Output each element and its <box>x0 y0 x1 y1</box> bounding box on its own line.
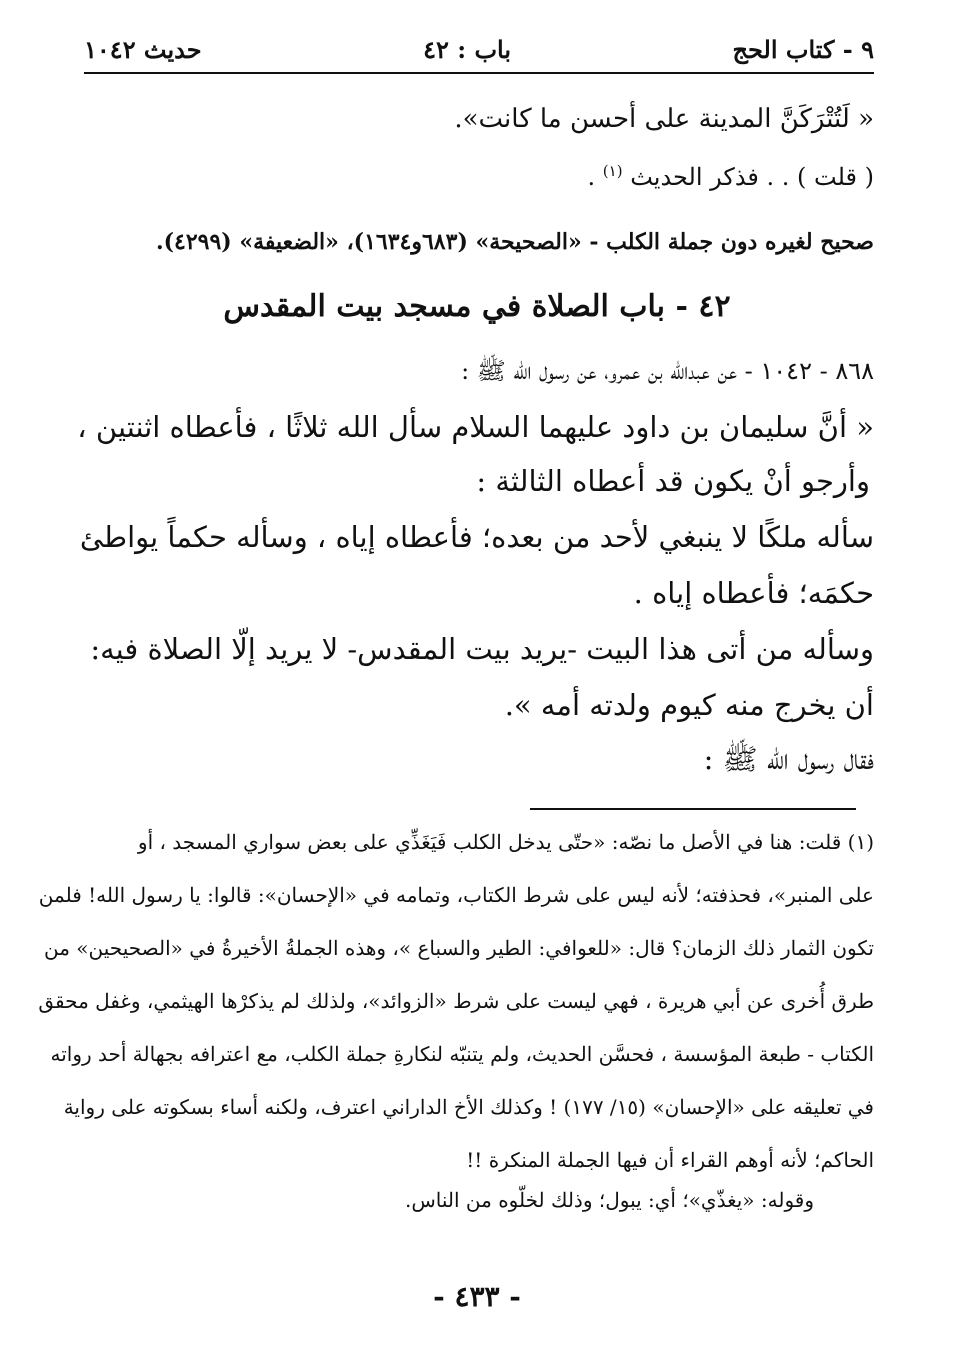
hadith-text-line: حكمَه؛ فأعطاه إياه . <box>633 576 874 610</box>
footnote-separator <box>530 808 856 810</box>
footnote-line: (١) قلت: هنا في الأصل ما نصّه: «حتّى يدخل الكلب فَيَغَذِّي على بعض سواري المسجد ، أو <box>137 830 874 854</box>
hadith-text-line: فقال رسول الله ﷺ : <box>703 742 874 776</box>
hadith-intro: ٨٦٨ - ١٠٤٢ - عن عبدالله بن عمرو، عن رسول الله ﷺ : <box>461 357 874 385</box>
footnote-line: الكتاب - طبعة المؤسسة ، فحسَّن الحديث، ولم يتنبّه لنكارةِ جملة الكلب، مع اعترافه بجهالة أحد رواته <box>50 1042 874 1066</box>
text-span: . <box>587 163 596 191</box>
footnote-line: الحاكم؛ لأنه أوهم القراء أن فيها الجملة المنكرة !! <box>466 1148 874 1172</box>
hadith-text-line: وأرجو أنْ يكون قد أعطاه الثالثة : <box>476 464 870 498</box>
hadith-text-line: وسأله من أتى هذا البيت -يريد بيت المقدس- لا يريد إلّا الصلاة فيه: <box>90 632 874 666</box>
hadith-grade: صحيح لغيره دون جملة الكلب - «الصحيحة» (٦٨٣و١٦٣٤)، «الضعيفة» (٤٢٩٩). <box>155 229 874 255</box>
header-chapter-number: باب : ٤٢ <box>423 34 512 64</box>
text-line: « لَتُتْرَكَنَّ المدينة على أحسن ما كانت». <box>454 104 874 134</box>
footnote-line: تكون الثمار ذلك الزمان؟ قال: «للعوافي: الطير والسباع »، وهذه الجملةُ الأخيرةُ في «الصحيحين» من <box>44 936 874 960</box>
running-header <box>84 26 874 74</box>
page-number: - ٤٣٣ - <box>433 1280 521 1313</box>
footnote-line: على المنبر»، فحذفته؛ لأنه ليس على شرط الكتاب، وتمامه في «الإحسان»: قالوا: يا رسول الله! فلمن <box>38 883 874 907</box>
footnote-line: وقوله: «يغذّي»؛ أي: يبول؛ وذلك لخلّوه من الناس. <box>404 1188 814 1212</box>
text-span: ( قلت ) . . فذكر الحديث <box>630 163 874 191</box>
footnote-marker: (١) <box>602 162 623 180</box>
hadith-text-line: « أنَّ سليمان بن داود عليهما السلام سأل الله ثلاثًا ، فأعطاه اثنتين ، <box>77 410 874 444</box>
text-line <box>84 162 874 191</box>
chapter-heading: ٤٢ - باب الصلاة في مسجد بيت المقدس <box>223 289 731 324</box>
header-book-title: ٩ - كتاب الحج <box>732 34 874 64</box>
footnote-line: طرق أُخرى عن أبي هريرة ، فهي ليست على شرط «الزوائد»، ولذلك لم يذكرْها الهيثمي، وغفل محقق <box>38 989 874 1013</box>
header-hadith-number: حديث ١٠٤٢ <box>84 34 202 64</box>
hadith-text-line: أن يخرج منه كيوم ولدته أمه ». <box>504 688 874 722</box>
hadith-text-line: سأله ملكًا لا ينبغي لأحد من بعده؛ فأعطاه إياه ، وسأله حكماً يواطئ <box>79 520 874 554</box>
footnote-line: في تعليقه على «الإحسان» (١٥/ ١٧٧) ! وكذلك الأخ الداراني اعترف، ولكنه أساء بسكوته على رواية <box>63 1095 874 1119</box>
